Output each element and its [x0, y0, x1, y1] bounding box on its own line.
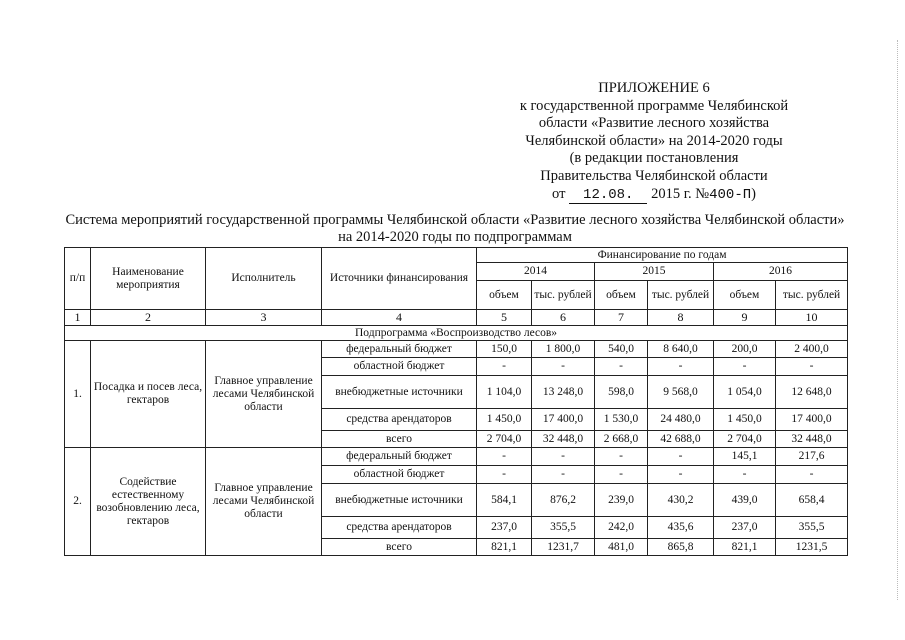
scan-margin-mark: [893, 40, 898, 600]
cell-value: 200,0: [714, 341, 776, 358]
cell-value: -: [595, 358, 648, 376]
funding-source: всего: [322, 431, 477, 448]
cell-value: -: [595, 466, 648, 484]
cell-value: 1231,5: [776, 539, 848, 556]
funding-source: областной бюджет: [322, 466, 477, 484]
column-number: 4: [322, 310, 477, 326]
column-number-row: [65, 310, 848, 326]
group-num: 1.: [65, 341, 91, 448]
col-header-sources: Источники финансирования: [322, 248, 477, 310]
cell-value: 2 400,0: [776, 341, 848, 358]
column-number: 5: [477, 310, 532, 326]
funding-source: внебюджетные источники: [322, 484, 477, 517]
date-prefix: от: [552, 185, 566, 202]
cell-value: -: [532, 466, 595, 484]
cell-value: -: [477, 358, 532, 376]
cell-value: -: [648, 448, 714, 466]
cell-value: 1231,7: [532, 539, 595, 556]
cell-value: 865,8: [648, 539, 714, 556]
cell-value: 8 640,0: [648, 341, 714, 358]
cell-value: 17 400,0: [776, 409, 848, 431]
cell-value: 42 688,0: [648, 431, 714, 448]
cell-value: 1 104,0: [477, 376, 532, 409]
cell-value: 1 450,0: [477, 409, 532, 431]
cell-value: 32 448,0: [532, 431, 595, 448]
cell-value: 17 400,0: [532, 409, 595, 431]
close-paren: ): [751, 185, 756, 202]
cell-value: 12 648,0: [776, 376, 848, 409]
measure-name: Посадка и посев леса, гектаров: [91, 341, 206, 448]
cell-value: 821,1: [477, 539, 532, 556]
cell-value: 239,0: [595, 484, 648, 517]
resolution-date-line: [504, 186, 804, 205]
header-line: Правительства Челябинской области: [540, 167, 768, 184]
group-num: 2.: [65, 448, 91, 556]
rub-header: тыс. рублей: [532, 281, 595, 310]
number-prefix: №: [695, 185, 710, 202]
cell-value: 145,1: [714, 448, 776, 466]
cell-value: 584,1: [477, 484, 532, 517]
year-header: 2014: [477, 263, 595, 281]
table-row: [65, 341, 848, 358]
rub-header: тыс. рублей: [776, 281, 848, 310]
cell-value: 237,0: [477, 517, 532, 539]
col-header-num: п/п: [65, 248, 91, 310]
col-header-name: Наименование мероприятия: [91, 248, 206, 310]
cell-value: 217,6: [776, 448, 848, 466]
appendix-header: [504, 80, 804, 204]
cell-value: 242,0: [595, 517, 648, 539]
cell-value: 540,0: [595, 341, 648, 358]
cell-value: 355,5: [532, 517, 595, 539]
cell-value: 24 480,0: [648, 409, 714, 431]
rub-header: тыс. рублей: [648, 281, 714, 310]
cell-value: -: [532, 358, 595, 376]
cell-value: 598,0: [595, 376, 648, 409]
funding-source: областной бюджет: [322, 358, 477, 376]
cell-value: 2 704,0: [477, 431, 532, 448]
cell-value: 1 054,0: [714, 376, 776, 409]
appendix-title: ПРИЛОЖЕНИЕ 6: [598, 80, 710, 96]
cell-value: -: [477, 466, 532, 484]
cell-value: -: [477, 448, 532, 466]
year-header: 2015: [595, 263, 714, 281]
column-number: 8: [648, 310, 714, 326]
cell-value: -: [532, 448, 595, 466]
measures-table: [64, 247, 848, 556]
cell-value: -: [714, 358, 776, 376]
cell-value: 2 704,0: [714, 431, 776, 448]
cell-value: 13 248,0: [532, 376, 595, 409]
cell-value: 658,4: [776, 484, 848, 517]
cell-value: 1 450,0: [714, 409, 776, 431]
cell-value: -: [595, 448, 648, 466]
cell-value: -: [714, 466, 776, 484]
cell-value: -: [648, 466, 714, 484]
funding-source: средства арендаторов: [322, 409, 477, 431]
year-header: 2016: [714, 263, 848, 281]
date-year: 2015 г.: [651, 185, 692, 202]
volume-header: объем: [595, 281, 648, 310]
cell-value: 1 800,0: [532, 341, 595, 358]
cell-value: 481,0: [595, 539, 648, 556]
cell-value: 435,6: [648, 517, 714, 539]
column-number: 10: [776, 310, 848, 326]
cell-value: 821,1: [714, 539, 776, 556]
financing-header: Финансирование по годам: [477, 248, 848, 263]
cell-value: 430,2: [648, 484, 714, 517]
resolution-date: 12.08.: [569, 188, 647, 204]
table-row: [65, 448, 848, 466]
cell-value: 2 668,0: [595, 431, 648, 448]
cell-value: 237,0: [714, 517, 776, 539]
funding-source: федеральный бюджет: [322, 448, 477, 466]
header-line: Челябинской области» на 2014-2020 годы: [525, 132, 783, 149]
cell-value: 439,0: [714, 484, 776, 517]
cell-value: 355,5: [776, 517, 848, 539]
funding-source: средства арендаторов: [322, 517, 477, 539]
measure-executor: Главное управление лесами Челябинской области: [206, 341, 322, 448]
cell-value: 150,0: [477, 341, 532, 358]
measure-executor: Главное управление лесами Челябинской области: [206, 448, 322, 556]
measure-name: Содействие естественному возобновлению леса, гектаров: [91, 448, 206, 556]
subprogram-title: Подпрограмма «Воспроизводство лесов»: [65, 326, 848, 341]
cell-value: 32 448,0: [776, 431, 848, 448]
column-number: 2: [91, 310, 206, 326]
volume-header: объем: [714, 281, 776, 310]
funding-source: внебюджетные источники: [322, 376, 477, 409]
cell-value: 876,2: [532, 484, 595, 517]
cell-value: 1 530,0: [595, 409, 648, 431]
column-number: 3: [206, 310, 322, 326]
column-number: 7: [595, 310, 648, 326]
resolution-number: 400-П: [709, 186, 752, 203]
header-line: области «Развитие лесного хозяйства: [538, 115, 770, 132]
funding-source: всего: [322, 539, 477, 556]
volume-header: объем: [477, 281, 532, 310]
cell-value: 9 568,0: [648, 376, 714, 409]
document-title: Система мероприятий государственной программы Челябинской области «Развитие лесного хозяйства Челябинской области» на 2014-2020 годы по подпрограммам: [65, 212, 845, 245]
header-line: к государственной программе Челябинской: [519, 97, 789, 114]
col-header-executor: Исполнитель: [206, 248, 322, 310]
column-number: 6: [532, 310, 595, 326]
cell-value: -: [776, 466, 848, 484]
column-number: 9: [714, 310, 776, 326]
column-number: 1: [65, 310, 91, 326]
header-line: (в редакции постановления: [569, 150, 739, 167]
funding-source: федеральный бюджет: [322, 341, 477, 358]
cell-value: -: [776, 358, 848, 376]
cell-value: -: [648, 358, 714, 376]
